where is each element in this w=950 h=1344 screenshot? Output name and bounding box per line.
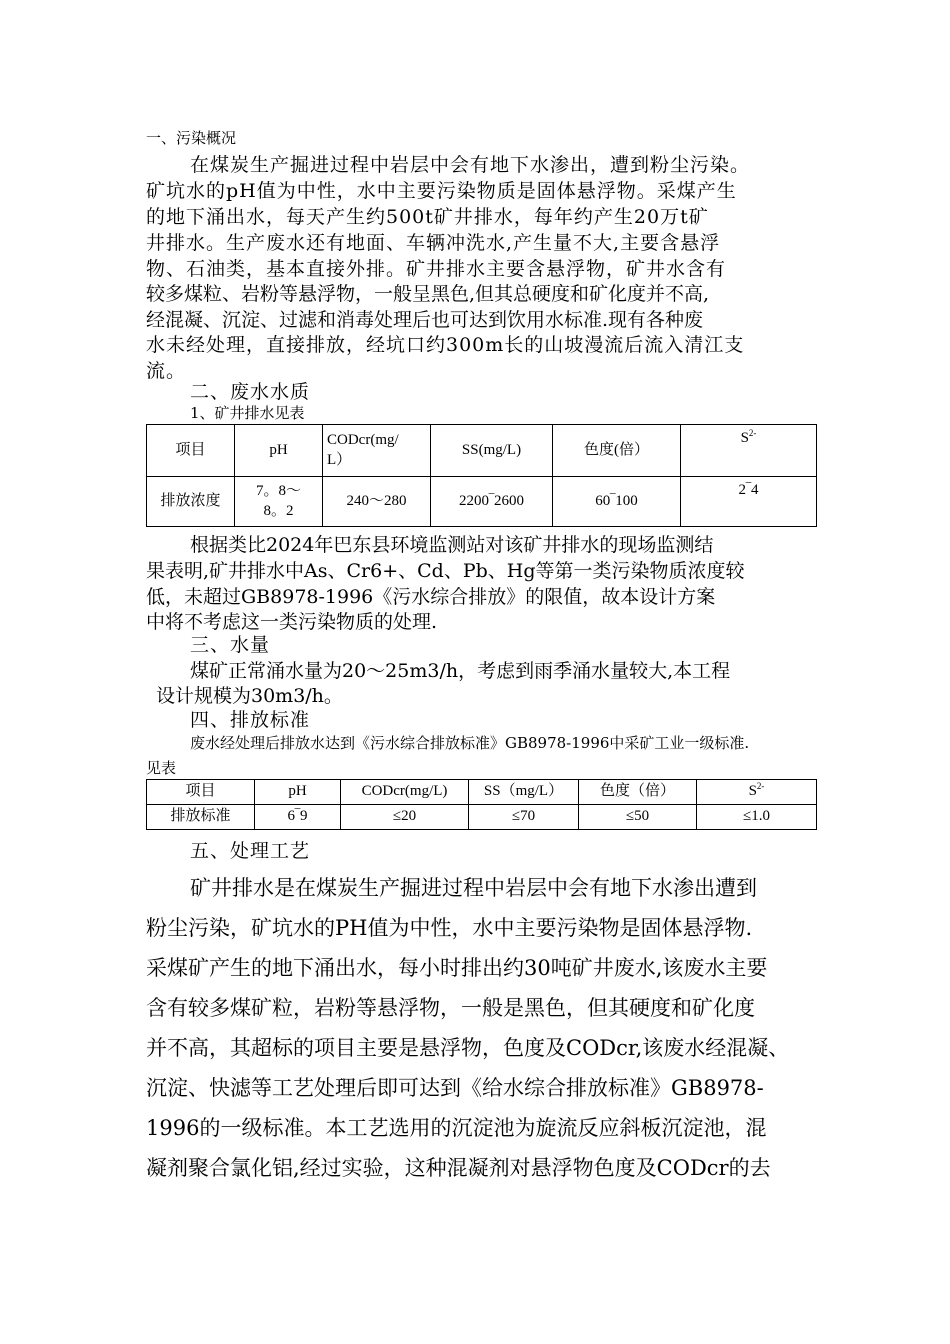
- section-5-line-5: 并不高，其超标的项目主要是悬浮物，色度及CODcr,该废水经混凝、: [146, 1036, 790, 1060]
- value-ss: ≤70: [469, 805, 579, 830]
- discharge-standard-table: [146, 779, 817, 830]
- header-sulfide: [681, 425, 817, 477]
- section-1-line-7: 经混凝、沉淀、过滤和消毒处理后也可达到饮用水标准.现有各种废: [146, 309, 704, 331]
- header-item: 项目: [147, 425, 235, 477]
- value-ph: 6‾9: [255, 805, 341, 830]
- section-5-line-7: 1996的一级标准。本工艺选用的沉淀池为旋流反应斜板沉淀池，混: [146, 1116, 767, 1140]
- section-4-title: 四、排放标准: [190, 709, 311, 731]
- section-2-subtitle: 1、矿井排水见表: [190, 404, 305, 422]
- sulfide-charge: 2-: [756, 781, 765, 792]
- section-4-line-2: 见表: [146, 759, 177, 777]
- header-ph: pH: [255, 780, 341, 805]
- header-ss: SS(mg/L): [431, 425, 553, 477]
- sulfide-symbol: S: [740, 430, 749, 446]
- value-sulfide: 2‾4: [681, 477, 817, 527]
- row-label: 排放浓度: [147, 477, 235, 527]
- section-4-line-1: 废水经处理后排放水达到《污水综合排放标准》GB8978-1996中采矿工业一级标准.: [190, 734, 750, 752]
- section-5-line-1: 矿井排水是在煤炭生产掘进过程中岩层中会有地下水渗出遭到: [190, 876, 757, 900]
- section-2-after-line-1: 根据类比2024年巴东县环境监测站对该矿井排水的现场监测结: [190, 534, 714, 556]
- header-ph: pH: [235, 425, 323, 477]
- section-3-line-2: 设计规模为30m3/h。: [156, 685, 343, 707]
- value-cod: ≤20: [341, 805, 469, 830]
- section-2-after-line-4: 中将不考虑这一类污染物质的处理.: [146, 611, 438, 633]
- section-5-title: 五、处理工艺: [190, 840, 311, 862]
- section-1-line-1: 在煤炭生产掘进过程中岩层中会有地下水渗出，遭到粉尘污染。: [190, 154, 751, 176]
- table-header-row: [147, 425, 817, 477]
- value-sulfide: ≤1.0: [697, 805, 817, 830]
- value-ph-line2: 8。2: [263, 502, 294, 519]
- section-1-title: 一、污染概况: [146, 129, 237, 147]
- wastewater-quality-table: [146, 424, 817, 527]
- header-color: 色度（倍）: [579, 780, 697, 805]
- header-sulfide: [697, 780, 817, 805]
- section-1-line-4: 井排水。生产废水还有地面、车辆冲洗水,产生量不大,主要含悬浮: [146, 232, 721, 254]
- row-label: 排放标准: [147, 805, 255, 830]
- section-1-line-3: 的地下涌出水，每天产生约500t矿井排水，每年约产生20万t矿: [146, 206, 709, 228]
- section-1-line-8: 水未经处理，直接排放，经坑口约300m长的山坡漫流后流入清江支: [146, 334, 745, 356]
- section-5-line-3: 采煤矿产生的地下涌出水，每小时排出约30吨矿井废水,该废水主要: [146, 956, 768, 980]
- section-5-line-8: 凝剂聚合氯化铝,经过实验，这种混凝剂对悬浮物色度及CODcr的去: [146, 1156, 771, 1180]
- header-cod: [323, 425, 431, 477]
- value-color: 60‾100: [553, 477, 681, 527]
- after-line-2-text: 果表明,矿井排水中As、Cr6+、Cd、Pb、Hg等第一类污染物质浓度较: [146, 560, 745, 582]
- header-cod-line1: CODcr(mg/: [327, 432, 399, 448]
- table-row: [147, 477, 817, 527]
- section-5-line-4: 含有较多煤矿粒，岩粉等悬浮物，一般是黑色，但其硬度和矿化度: [146, 996, 755, 1020]
- header-color: 色度(倍）: [553, 425, 681, 477]
- section-2-after-line-2: [146, 556, 745, 583]
- section-1-line-2: 矿坑水的pH值为中性，水中主要污染物质是固体悬浮物。采煤产生: [146, 180, 737, 202]
- section-1-line-9: 流。: [146, 360, 187, 382]
- section-2-after-line-3: 低，未超过GB8978-1996《污水综合排放》的限值，故本设计方案: [146, 586, 716, 608]
- header-cod: CODcr(mg/L): [341, 780, 469, 805]
- header-cod-line2: L）: [327, 451, 352, 468]
- value-cod: 240～280: [323, 477, 431, 527]
- value-ss: 2200‾2600: [431, 477, 553, 527]
- header-item: 项目: [147, 780, 255, 805]
- header-ss: SS（mg/L）: [469, 780, 579, 805]
- sulfide-symbol: S: [748, 783, 757, 800]
- value-color: ≤50: [579, 805, 697, 830]
- section-3-title: 三、水量: [190, 634, 271, 656]
- value-ph: [235, 477, 323, 527]
- table-header-row: [147, 780, 817, 805]
- section-2-title: 二、废水水质: [190, 381, 311, 403]
- section-5-line-6: 沉淀、快滤等工艺处理后即可达到《给水综合排放标准》GB8978-: [146, 1076, 764, 1100]
- section-3-line-1: 煤矿正常涌水量为20～25m3/h，考虑到雨季涌水量较大,本工程: [190, 660, 731, 682]
- section-1-line-5: 物、石油类，基本直接外排。矿井排水主要含悬浮物，矿井水含有: [146, 258, 727, 280]
- sulfide-charge: 2-: [748, 428, 757, 438]
- value-ph-line1: 7。8～: [255, 483, 301, 499]
- section-5-line-2: 粉尘污染，矿坑水的PH值为中性，水中主要污染物是固体悬浮物.: [146, 916, 753, 940]
- table-row: [147, 805, 817, 830]
- section-1-line-6: 较多煤粒、岩粉等悬浮物，一般呈黑色,但其总硬度和矿化度并不高,: [146, 283, 710, 305]
